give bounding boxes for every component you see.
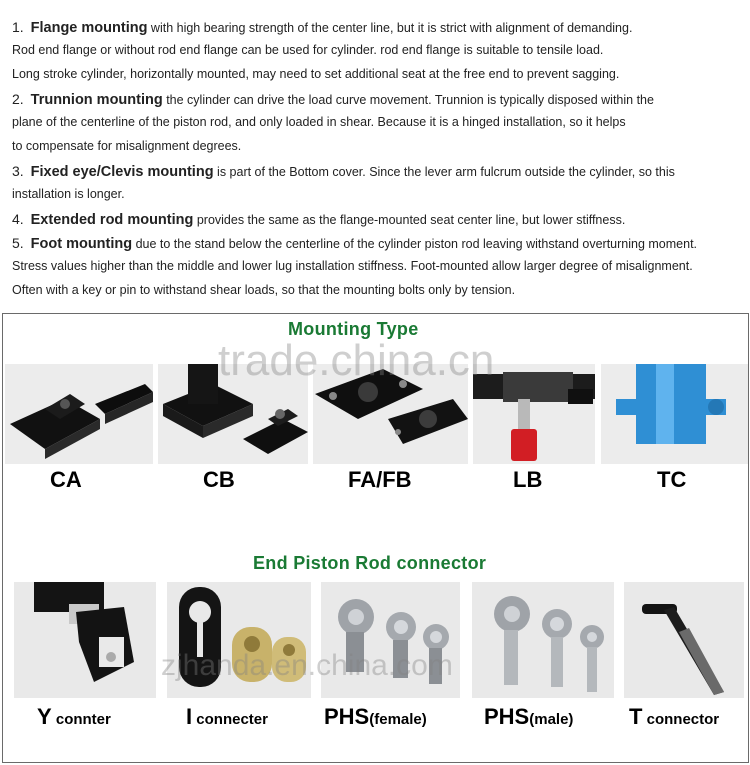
product-figure-panel [2, 313, 749, 763]
paragraph-1-line-1 [12, 19, 632, 36]
i-connector-label: I connecter [186, 704, 268, 729]
phs-female-label: PHS(female) [324, 704, 427, 729]
mounting-type-heading: Mounting Type [288, 319, 419, 339]
paragraph-5-number: 5. [12, 235, 24, 251]
paragraph-2-line-2: plane of the centerline of the piston rod, and only loaded in shear. Because it is a hinged installation, so it helps [12, 115, 626, 129]
paragraph-4-term: Extended rod mounting [30, 212, 194, 228]
paragraph-4-number: 4. [12, 211, 24, 227]
paragraph-3-line-1 [12, 163, 675, 180]
paragraph-4-line-1 [12, 211, 625, 228]
phs-male-image [472, 582, 614, 698]
trade-china-watermark: trade.china.cn [218, 336, 495, 385]
paragraph-1-line-3: Long stroke cylinder, horizontally mounted, may need to set additional seat at the free end to prevent sagging. [12, 67, 620, 81]
paragraph-5-line-3: Often with a key or pin to withstand shear loads, so that the mounting bolts only by tension. [12, 283, 516, 297]
paragraph-1-number: 1. [12, 19, 24, 35]
end-piston-rod-connector-heading: End Piston Rod connector [253, 553, 487, 573]
lb-label: LB [513, 467, 543, 492]
paragraph-3-text: is part of the Bottom cover. Since the lever arm fulcrum outside the cylinder, so this [213, 165, 675, 179]
paragraph-1-text: with high bearing strength of the center line, but it is strict with alignment of demanding. [147, 21, 633, 35]
phs-male-label: PHS(male) [484, 704, 574, 729]
paragraph-5-term: Foot mounting [30, 236, 133, 252]
phs-female-image [321, 582, 460, 698]
paragraph-1-term: Flange mounting [30, 20, 148, 36]
paragraph-5-line-1 [12, 235, 697, 252]
lb-mounting-image [473, 364, 595, 464]
paragraph-2-line-1 [12, 91, 654, 108]
mounting-description-text [0, 0, 750, 310]
paragraph-5-text: due to the stand below the centerline of the cylinder piston rod leaving withstand overturning moment. [132, 237, 698, 251]
fa-fb-label: FA/FB [348, 467, 412, 492]
y-connector-label: Y connter [37, 704, 111, 729]
paragraph-5-line-2: Stress values higher than the middle and lower lug installation stiffness. Foot-mounted allow larger degree of misalignment. [12, 259, 693, 273]
zjhanda-watermark: zjhanda.en.china.com [161, 649, 453, 682]
i-connector-image [167, 582, 311, 698]
paragraph-3-number: 3. [12, 163, 24, 179]
t-connector-label: T connector [629, 704, 720, 729]
ca-label: CA [50, 467, 82, 492]
tc-label: TC [657, 467, 687, 492]
paragraph-4-text: provides the same as the flange-mounted seat center line, but lower stiffness. [193, 213, 626, 227]
paragraph-1-line-2: Rod end flange or without rod end flange can be used for cylinder. rod end flange is suitable to tensile load. [12, 43, 604, 57]
paragraph-2-text: the cylinder can drive the load curve movement. Trunnion is typically disposed within the [162, 93, 654, 107]
tc-mounting-image [601, 364, 749, 464]
cb-mounting-image [158, 364, 308, 464]
paragraph-2-term: Trunnion mounting [30, 92, 163, 108]
paragraph-3-term: Fixed eye/Clevis mounting [30, 164, 214, 180]
ca-mounting-image [5, 364, 153, 464]
paragraph-2-line-3: to compensate for misalignment degrees. [12, 139, 242, 153]
fa-fb-mounting-image [313, 364, 468, 464]
y-connector-image [14, 582, 156, 698]
cb-label: CB [203, 467, 235, 492]
paragraph-3-line-2: installation is longer. [12, 187, 125, 201]
t-connector-image [624, 582, 744, 698]
paragraph-2-number: 2. [12, 91, 24, 107]
